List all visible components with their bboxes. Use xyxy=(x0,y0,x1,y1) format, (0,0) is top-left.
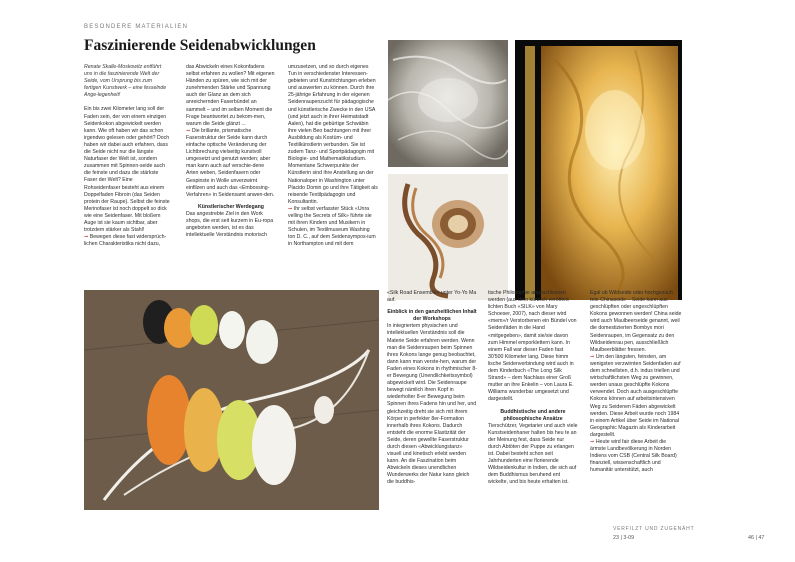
cocoon-fibre-image xyxy=(388,40,508,167)
arrow-right-icon: ➞ xyxy=(590,438,595,445)
subheading: Einblick in den ganzheitlichen Inhalt der Workshops xyxy=(387,309,477,323)
article-column-5 xyxy=(488,290,578,512)
article-column-2 xyxy=(186,64,276,272)
paragraph: Die brillante, prismatische Faserstruktur der Seide kann durch einfache optische Veränderung der Lichtbrechung vielseitig kunstvoll umgesetzt und genutzt werden; aber man kann auch auf verschie-dene Arten weben, Seidenfasern oder Gespinste in Wolle unverzwirnt einfilzen und auch das «Embossing-Verfahren» in Seidensamt anwen-den. xyxy=(186,127,275,198)
article-column-6 xyxy=(590,290,682,512)
section-kicker: BESONDERE MATERIALIEN xyxy=(84,24,189,30)
article-column-1 xyxy=(84,64,170,272)
subheading: Buddhistische und andere philosophische Ansätze xyxy=(500,408,566,422)
paragraph: Ihr selbst verfasster Stück «Unra velling the Secrets of Silk» führte sie mit ihren Kindern und Musikern in Schulen, im Textilmuseum Washing ton D. C., auf dem Seidensympos-ium in Northampton und mit dem xyxy=(288,205,376,248)
paragraph: tische Philosophie angeschlossen werden (aus dem kürzlich veröffent lichten Buch «SILK» von Mary Schoeser, 2007), nach dieser wird «mem»/r Verstorbenen ein Bündel von Seidenfäden in die Hand «mitgegeben», damit sie/sie davon zum Himmel emporklettern kann. In einem Fall war dieser Faden fast 30'500 Kilometer lang. Diese himm lische Seidenverbindung wird auch in dem Kinderbuch «The Long Silk Strand» – dem Nachlass einer Groß mutter an ihre Enkelin – von Laura E. Williams wunderbar umgesetzt und dargestellt. xyxy=(488,290,577,403)
article-intro: Renate Skalle-Moskowitz entführt uns in die faszinierende Welt der Seide, vom Ursprung bis zum fertigen Kunstwerk – eine fesselnde Ange-legenheit! xyxy=(84,64,167,99)
paragraph: das Abwickeln eines Kokonfadens selbst erfahren zu wollen? Mit eigenen Händen zu spüren, wie sich mit der zunehmenden Stärke und Spannung auch der Glanz an dem sich anreichernden Faserbündel an sammelt – und im selben Moment die Frage beantwortet zu bekom-men, warum die Seide glänzt ... xyxy=(186,64,275,127)
paragraph: «Silk Road Ensemble» unter Yo-Yo Ma auf. xyxy=(387,290,477,304)
photo-cocoon-fibre xyxy=(388,40,508,167)
paragraph: Um den längsten, feinsten, am wenigsten verzwirnten Seidenfaden auf dem schnellsten, d.h. indus triellen und wirtschaftlichsten Weg zu gewinnen, werden unaus geschlüpfte Kokons verwendet. Doch auch ausgeschlüpfte Kokons können auf arbeitsintensiven Weg zu Seidenen Fäden abgewickelt werden. Diese Arbeit wurde noch 1984 in einem Artikel über Seide im National Geographic Magazin als Kinderarbeit dargestellt. xyxy=(590,353,681,438)
arrow-right-icon: ➞ xyxy=(590,353,595,360)
paragraph: In integriertem physischen und intellektuellen Verständnis soll die Materie Seide erfahren werden. Wenn man die Seidenraupen beim Spinnen ihres Kokons lange genug beobachtet, dann kann man verste-hen, warum der Faden eines Kokons in rhythmischer 8-er Bewegung (Unendlichkeitssymbol) abgewickelt wird. Die Seidenraupe bewegt nämlich ihren Kopf in wiederholter 8-er Bewegung beim Spinnen ihres Fadens hin und her, und gleichzeitig dreht sie sich mit ihrem Körper in perfekter 8er-Formation innerhalb ihres Kokons. Dadurch entsteht die enorme Elastizität der Seide, deren gewellte Faserstruktur durch diesen «Abwicklungstanz» visuell und kinetisch erlebt werden kann. An die Faszination beim Abwickeln dieses unendlichen Wunderwerks der Natur kann gleich die buddhis- xyxy=(387,323,477,486)
photo-colored-cocoons xyxy=(84,290,379,510)
subheading: Künstlerischer Werdegang xyxy=(198,203,264,210)
article-column-3 xyxy=(288,64,378,272)
paragraph: Das angestrebte Ziel in den Work shops, die erst seit kurzem in Eu-ropa angeboten werden, ist es das intellektuelle Verständnis motorisch xyxy=(186,210,274,239)
paragraph: Egal ob Wildseide oder hochgezüch tete Chinaseide – Seide kann aus geschlüpften oder ungeschlüpften Kokons gewonnen werden! China seide wird auch Maulbeerseide genannt, weil die domestizierten Bombyx mori Seidenraupen, im Gegensatz zu den Wildseidenrau pen, ausschließlich Maulbeerblätter fressen. xyxy=(590,290,682,353)
arrow-right-icon: ➞ xyxy=(186,127,191,134)
paragraph: Tierschützer, Vegetarier und auch viele Kunstseidenhaner halten bis heu te an der Meinung fest, dass Seide nur durch Abtöten der Puppe zu erlangen ist. Dabei besteht schon seit Jahrhunderten eine florierende Wildseidenkultur in Indien, die sich auf dem Buddhismus beruhend ent wickelte, und bis heute erhalten ist. xyxy=(488,422,578,486)
arrow-right-icon: ➞ xyxy=(288,205,293,212)
paragraph: umzusetzen, und so durch eigenes Tun in verschiedenster Interessen-gebieten und Kunstrichtungen erleben und auswerten zu können. Durch ihre 25-jährige Erfahrung in der eigenen Seidenraupenzucht für pädagogische und künstlerische Zwecke in den USA (und jetzt auch in ihrer Heimatstadt Aalen), hat die gebürtige Schwäbin ihre vielen Beo bachtungen mit ihrer Ausbildung als Kostüm- und Textilkünstlerin verbunden. Sie ist zudem Tanz- und Sportpädagogin mit Biologie- und Mathematikstudium. Momentane Schwerpunkte der Künstlerin sind ihre Anstellung an der Nationaloper in Washington unter Placido Domin go und ihre Tätigkeit als reisende Textilpädagogin und Konsultantin. xyxy=(288,64,378,205)
spiral-cocoon-image xyxy=(388,174,508,300)
arrow-right-icon: ➞ xyxy=(84,234,89,241)
article-column-4 xyxy=(387,290,477,512)
issue-number: 23 | 3-09 xyxy=(613,535,635,541)
photo-silk-lamp xyxy=(515,40,682,300)
article-title: Faszinierende Seidenabwicklungen xyxy=(84,37,316,54)
paragraph: Bewegen diese fast widersprüch-lichen Charakteristika nicht dazu, xyxy=(84,234,167,248)
paragraph: Heute wird fair diese Arbeit die ärmste Landbevölkerung in Norden Indiens vom CSB (Central Silk Board) finanziell, wissenschaftlich und humanitär unterstützt, auch xyxy=(590,438,677,474)
paragraph: Ein bis zwei Kilometer lang soll der Faden sein, der von einem einzigen Seidenkokon abgewickelt werden kann. Wie oft haben wir das schon irgendwo gelesen oder gehört? Doch haben wir dabei auch erfahren, dass die Seide nicht nur die längste Naturfaser der Welt ist, sondern zusammen mit Spinnen-seide auch die feinste und dazu die stärkste Faser der Welt? Eine Rohseidenfaser besteht aus einem Doppelfaden Fibroin (das Seiden protein der Raupe). Selbst die feinste Merinofaser ist noch doppelt so dick wie eine Seidenfaser. Mit bloßem Auge ist sie kaum sichtbar, aber trotzdem stärker als Stahl! xyxy=(84,106,170,234)
page-numbers: 46 | 47 xyxy=(748,535,765,541)
photo-spiral-cocoon xyxy=(388,174,508,300)
magazine-name: VERFILZT UND ZUGENÄHT xyxy=(613,526,695,532)
colored-cocoons-image xyxy=(84,290,379,510)
silk-lamp-image xyxy=(515,40,682,300)
